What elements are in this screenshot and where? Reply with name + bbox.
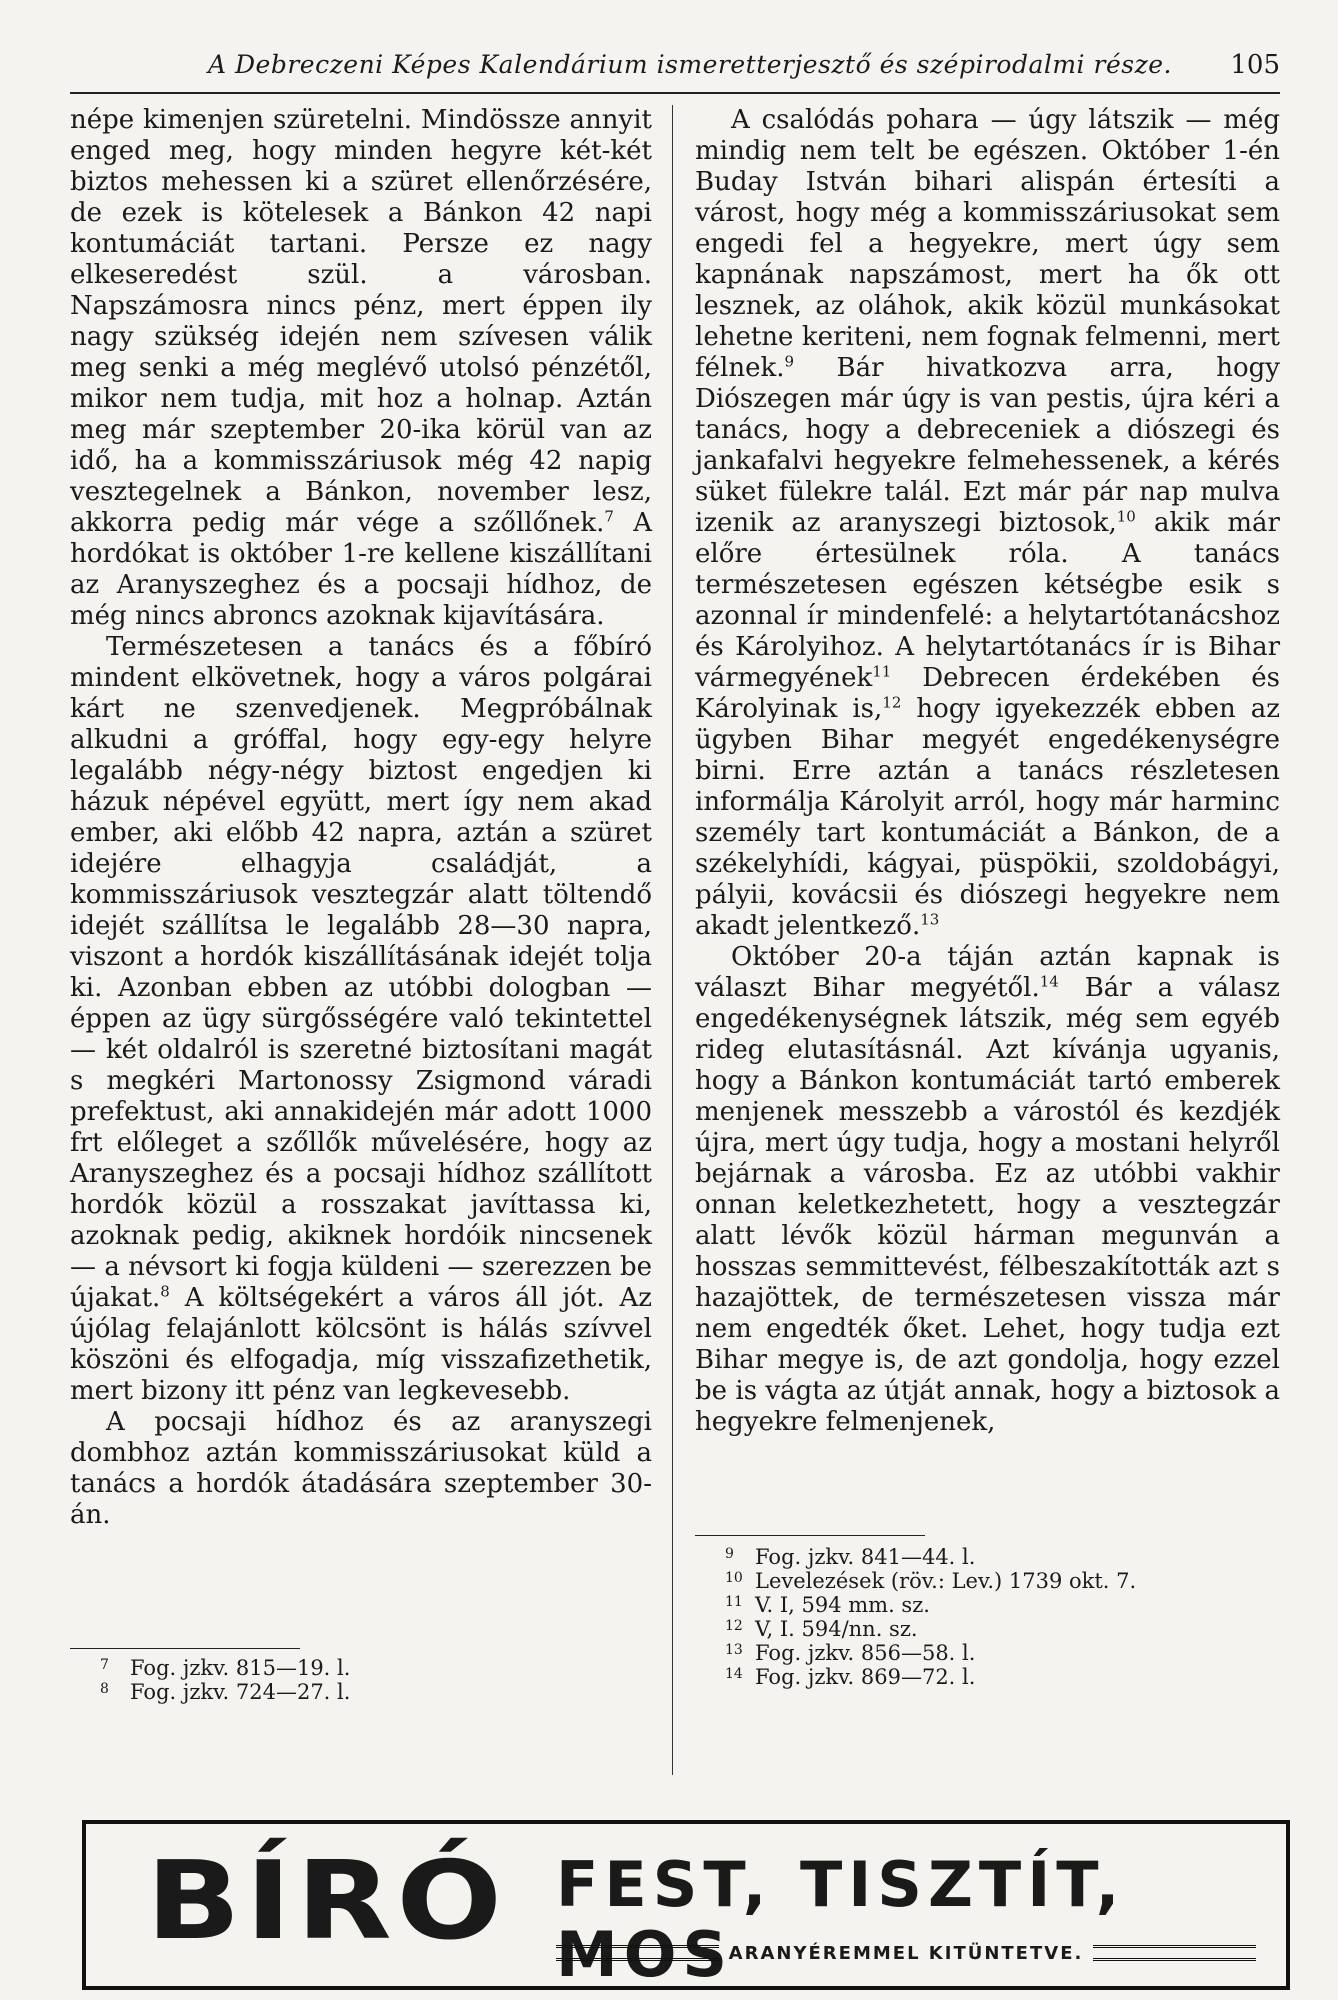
page-number: 105 bbox=[1230, 50, 1280, 80]
footnote-ref-7: 7 bbox=[604, 507, 614, 526]
column-divider bbox=[672, 105, 673, 1775]
footnote: 8 Fog. jzkv. 724—27. l. bbox=[100, 1680, 351, 1704]
right-paragraph-2: Október 20-a táján aztán kapnak is választ Bihar megyétől.$^{14}$ Bár a válasz engedékenységnek látszik, még sem egyéb rideg elutasításnál. Azt kívánja ugyanis, hogy a Bánkon kontumáciát tartó emberek menjenek messzebb a várostól és kezdjék újra, mert úgy tudja, hogy a mostani helyről bejárnak a városba. Ez az utóbbi vakhir onnan keletkezhetett, hogy a vesztegzár alatt lévők közül hárman megunván a hosszas semmittevést, félbeszakították azt s hazajöttek, de természetesen vissza már nem engedték őket. Lehet, hogy tudja ezt Bihar megye is, de azt gondolja, hogy ezzel be is vágta az útját annak, hogy a biztosok a hegyekre felmenjenek, bbox=[695, 942, 1280, 1437]
ad-award: ARANYÉREMMEL KITÜNTETVE. bbox=[728, 1942, 1084, 1964]
left-paragraph-3: A pocsaji hídhoz és az aranyszegi dombhoz aztán kommisszáriusokat küld a tanács a hordók átadására szeptember 30-án. bbox=[70, 1407, 652, 1530]
header-rule bbox=[70, 92, 1280, 94]
footnote: 13 Fog. jzkv. 856—58. l. bbox=[725, 1641, 976, 1665]
ad-slogan: FEST, TISZTÍT, MOS bbox=[556, 1848, 1126, 1991]
ad-brand: BÍRÓ bbox=[146, 1839, 507, 1964]
footnote: 7 Fog. jzkv. 815—19. l. bbox=[100, 1656, 351, 1680]
footnote: 12 V, I. 594/nn. sz. bbox=[725, 1617, 918, 1641]
footnote: 11 V. I, 594 mm. sz. bbox=[725, 1593, 930, 1617]
left-paragraph-2: Természetesen a tanács és a főbíró mindent elkövetnek, hogy a város polgárai kárt ne szenvedjenek. Megpróbálnak alkudni a gróffal, hogy egy-egy helyre legalább négy-négy biztost engedjen ki házuk népével együtt, mert így nem akad ember, aki előbb 42 napra, aztán a szüret idejére elhagyja családját, a kommisszáriusok vesztegzár alatt töltendő idejét szállítsa le legalább 28—30 napra, viszont a hordók kiszállításának idejét tolja ki. Azonban ebben az utóbbi dologban — éppen az ügy sürgősségére való tekintettel — két oldalról is szeretné biztosítani magát s megkéri Martonossy Zsigmond váradi prefektust, aki annakidején már adott 1000 frt előleget a szőllők művelésére, hogy az Aranyszeghez és a pocsaji hídhoz szállított hordók közül a rosszakat javíttassa ki, azoknak pedig, akiknek hordóik nincsenek — a névsort ki fogja küldeni — szerezzen be újakat.$^8$ A költségekért a város áll jót. Az újólag felajánlott kölcsönt is hálás szívvel köszöni és elfogadja, míg visszafizethetik, mert bizony itt pénz van legkevesebb. bbox=[70, 632, 652, 1406]
footnote-ref-8: 8 bbox=[160, 1282, 170, 1301]
footnote-rule-right bbox=[695, 1535, 925, 1536]
footnote: 9 Fog. jzkv. 841—44. l. bbox=[725, 1545, 976, 1569]
header-title: A Debreczeni Képes Kalendárium ismeretterjesztő és szépirodalmi része. bbox=[208, 50, 1172, 79]
ad-decorative-lines bbox=[1093, 1945, 1256, 1961]
advertisement-box bbox=[82, 1820, 1290, 1990]
footnote-rule-left bbox=[70, 1648, 300, 1649]
running-header bbox=[70, 50, 1280, 90]
right-column bbox=[695, 105, 1280, 1438]
right-paragraph-1: A csalódás pohara — úgy látszik — még mindig nem telt be egészen. Október 1-én Buday István bihari alispán értesíti a várost, hogy még a kommisszáriusokat sem engedi fel a hegyekre, mert úgy sem kapnának napszámost, mert ha ők ott lesznek, az oláhok, akik közül munkásokat lehetne keriteni, nem fognak felmenni, mert félnek.$^9$ Bár hivatkozva arra, hogy Diószegen már úgy is van pestis, újra kéri a tanács, hogy a debreceniek a diószegi és jankafalvi hegyekre felmehessenek, a kérés süket fülekre talál. Ezt már pár nap mulva izenik az aranyszegi biztosok,$^{10}$ akik már előre értesülnek róla. A tanács természetesen egészen kétségbe esik s azonnal ír mindenfelé: a helytartótanácshoz és Károlyihoz. A helytartótanács ír is Bihar vármegyének$^{11}$ Debrecen érdekében és Károlyinak is,$^{12}$ hogy igyekezzék ebben az ügyben Bihar megyét engedékenységre birni. Erre aztán a tanács részletesen informálja Károlyit arról, hogy már harminc személy tart kontumáciát a Bánkon, de a székelyhídi, kágyai, püspökii, szoldobágyi, pályii, kovácsii és diószegi hegyekre nem akadt jelentkező.$^{13}$ bbox=[695, 105, 1280, 941]
ad-decorative-lines bbox=[556, 1945, 719, 1961]
ad-award-row bbox=[556, 1942, 1256, 1964]
left-column bbox=[70, 105, 652, 1531]
right-footnotes bbox=[725, 1545, 1285, 1689]
footnote: 14 Fog. jzkv. 869—72. l. bbox=[725, 1665, 976, 1689]
left-footnotes bbox=[100, 1656, 660, 1704]
footnote: 10 Levelezések (röv.: Lev.) 1739 okt. 7. bbox=[725, 1569, 1137, 1593]
left-paragraph-1: népe kimenjen szüretelni. Mindössze annyit enged meg, hogy minden hegyre két-két biztos mehessen ki a szüret ellenőrzésére, de ezek is kötelesek a Bánkon 42 napi kontumáciát tartani. Persze ez nagy elkeseredést szül. a városban. Napszámosra nincs pénz, mert éppen ily nagy szükség idején nem szívesen válik meg senki a még meglévő utolsó pénzétől, mikor nem tudja, mit hoz a holnap. Aztán meg már szeptember 20-ika körül van az idő, ha a kommisszáriusok még 42 napig vesztegelnek a Bánkon, november lesz, akkorra pedig már vége a szőllőnek.$^7$ A hordókat is október 1-re kellene kiszállítani az Aranyszeghez és a pocsaji hídhoz, de még nincs abroncs azoknak kijavítására. bbox=[70, 105, 652, 631]
